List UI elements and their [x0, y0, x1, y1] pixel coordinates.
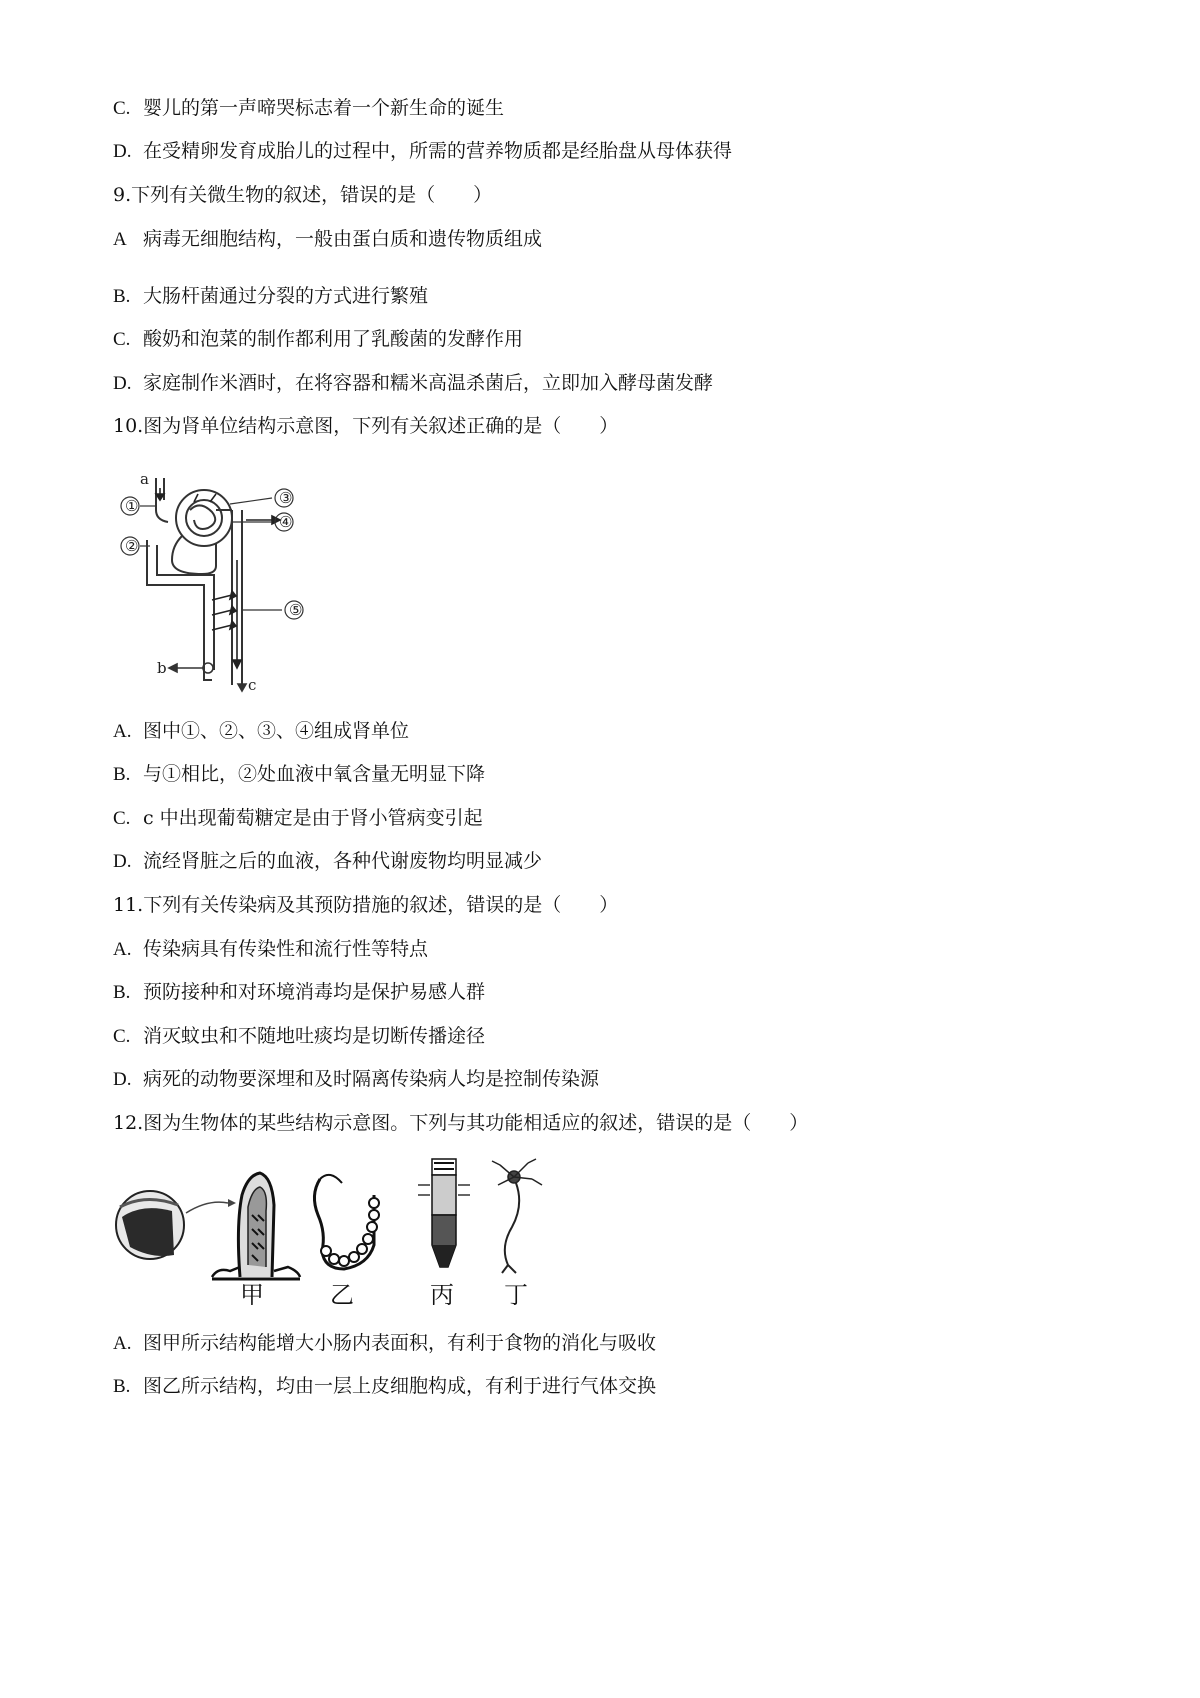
option-text: 与①相比，②处血液中氧含量无明显下降 [143, 763, 486, 785]
nephron-diagram [112, 470, 312, 695]
option-letter: B. [113, 764, 131, 785]
option-text: 传染病具有传染性和流行性等特点 [143, 938, 429, 960]
label-a: a [140, 470, 149, 488]
q9-option-c [113, 327, 523, 352]
option-text: 流经肾脏之后的血液，各种代谢废物均明显减少 [143, 850, 543, 872]
option-text: 病死的动物要深埋和及时隔离传染病人均是控制传染源 [143, 1068, 600, 1090]
option-d [113, 139, 732, 164]
q9-option-b [113, 284, 428, 309]
question-12: 12.图为生物体的某些结构示意图。下列与其功能相适应的叙述，错误的是（ ） [113, 1112, 809, 1134]
option-c [113, 96, 504, 121]
q10-option-c [113, 806, 483, 831]
option-text: 图中①、②、③、④组成肾单位 [143, 720, 410, 742]
villus-jia [212, 1173, 300, 1279]
q12-option-b [113, 1374, 656, 1399]
option-letter: B. [113, 286, 131, 307]
option-text: 婴儿的第一声啼哭标志着一个新生命的诞生 [143, 97, 505, 119]
label-1: ① [125, 497, 139, 515]
q11-option-d [113, 1067, 599, 1092]
label-c: c [248, 676, 257, 694]
option-letter: B. [113, 1376, 131, 1397]
option-text: 消灭蚊虫和不随地吐痰均是切断传播途径 [143, 1025, 486, 1047]
option-letter: A. [113, 939, 132, 960]
root-tip-bing [418, 1159, 470, 1267]
caption-jia: 甲 [240, 1281, 264, 1305]
option-letter: A [113, 229, 127, 250]
option-text: 在受精卵发育成胎儿的过程中，所需的营养物质都是经胎盘从母体获得 [143, 140, 733, 162]
q11-option-c [113, 1024, 485, 1049]
option-text: 酸奶和泡菜的制作都利用了乳酸菌的发酵作用 [143, 328, 524, 350]
option-letter: D. [113, 851, 132, 872]
question-11: 11.下列有关传染病及其预防措施的叙述，错误的是（ ） [113, 894, 619, 916]
option-letter: D. [113, 1069, 132, 1090]
label-5: ⑤ [289, 601, 303, 619]
option-letter: A. [113, 1333, 132, 1354]
q11-option-a [113, 937, 428, 962]
option-text: 图甲所示结构能增大小肠内表面积，有利于食物的消化与吸收 [143, 1332, 657, 1354]
option-text: 预防接种和对环境消毒均是保护易感人群 [143, 981, 486, 1003]
option-text: 病毒无细胞结构，一般由蛋白质和遗传物质组成 [143, 228, 543, 250]
option-text: c 中出现葡萄糖定是由于肾小管病变引起 [143, 807, 483, 829]
option-letter: A. [113, 721, 132, 742]
caption-yi: 乙 [330, 1281, 354, 1305]
option-text: 家庭制作米酒时，在将容器和糯米高温杀菌后，立即加入酵母菌发酵 [143, 372, 714, 394]
q12-option-a [113, 1331, 656, 1356]
neuron-ding [492, 1159, 542, 1273]
label-4: ④ [279, 513, 293, 531]
caption-ding: 丁 [504, 1281, 528, 1305]
alveolus-yi [314, 1175, 379, 1269]
option-letter: C. [113, 1026, 131, 1047]
label-b: b [157, 659, 167, 677]
bowmans-capsule [176, 490, 232, 546]
q9-option-d [113, 371, 713, 396]
option-letter: D. [113, 141, 132, 162]
q10-option-a [113, 719, 409, 744]
option-letter: D. [113, 373, 132, 394]
option-letter: C. [113, 808, 131, 829]
q10-option-b [113, 762, 485, 787]
afferent-arteriole [156, 478, 168, 522]
q11-option-b [113, 980, 485, 1005]
question-10: 10.图为肾单位结构示意图，下列有关叙述正确的是（ ） [113, 415, 619, 437]
caption-bing: 丙 [430, 1281, 454, 1305]
q10-option-d [113, 849, 542, 874]
option-letter: C. [113, 329, 131, 350]
option-letter: C. [113, 98, 131, 119]
intestine-inset [116, 1191, 236, 1259]
label-3: ③ [279, 489, 293, 507]
option-text: 大肠杆菌通过分裂的方式进行繁殖 [143, 285, 429, 307]
option-text: 图乙所示结构，均由一层上皮细胞构成，有利于进行气体交换 [143, 1375, 657, 1397]
label-2: ② [125, 537, 139, 555]
question-9: 9.下列有关微生物的叙述，错误的是（ ） [113, 184, 493, 206]
q9-option-a [113, 227, 542, 252]
option-letter: B. [113, 982, 131, 1003]
structures-diagram [112, 1155, 552, 1305]
